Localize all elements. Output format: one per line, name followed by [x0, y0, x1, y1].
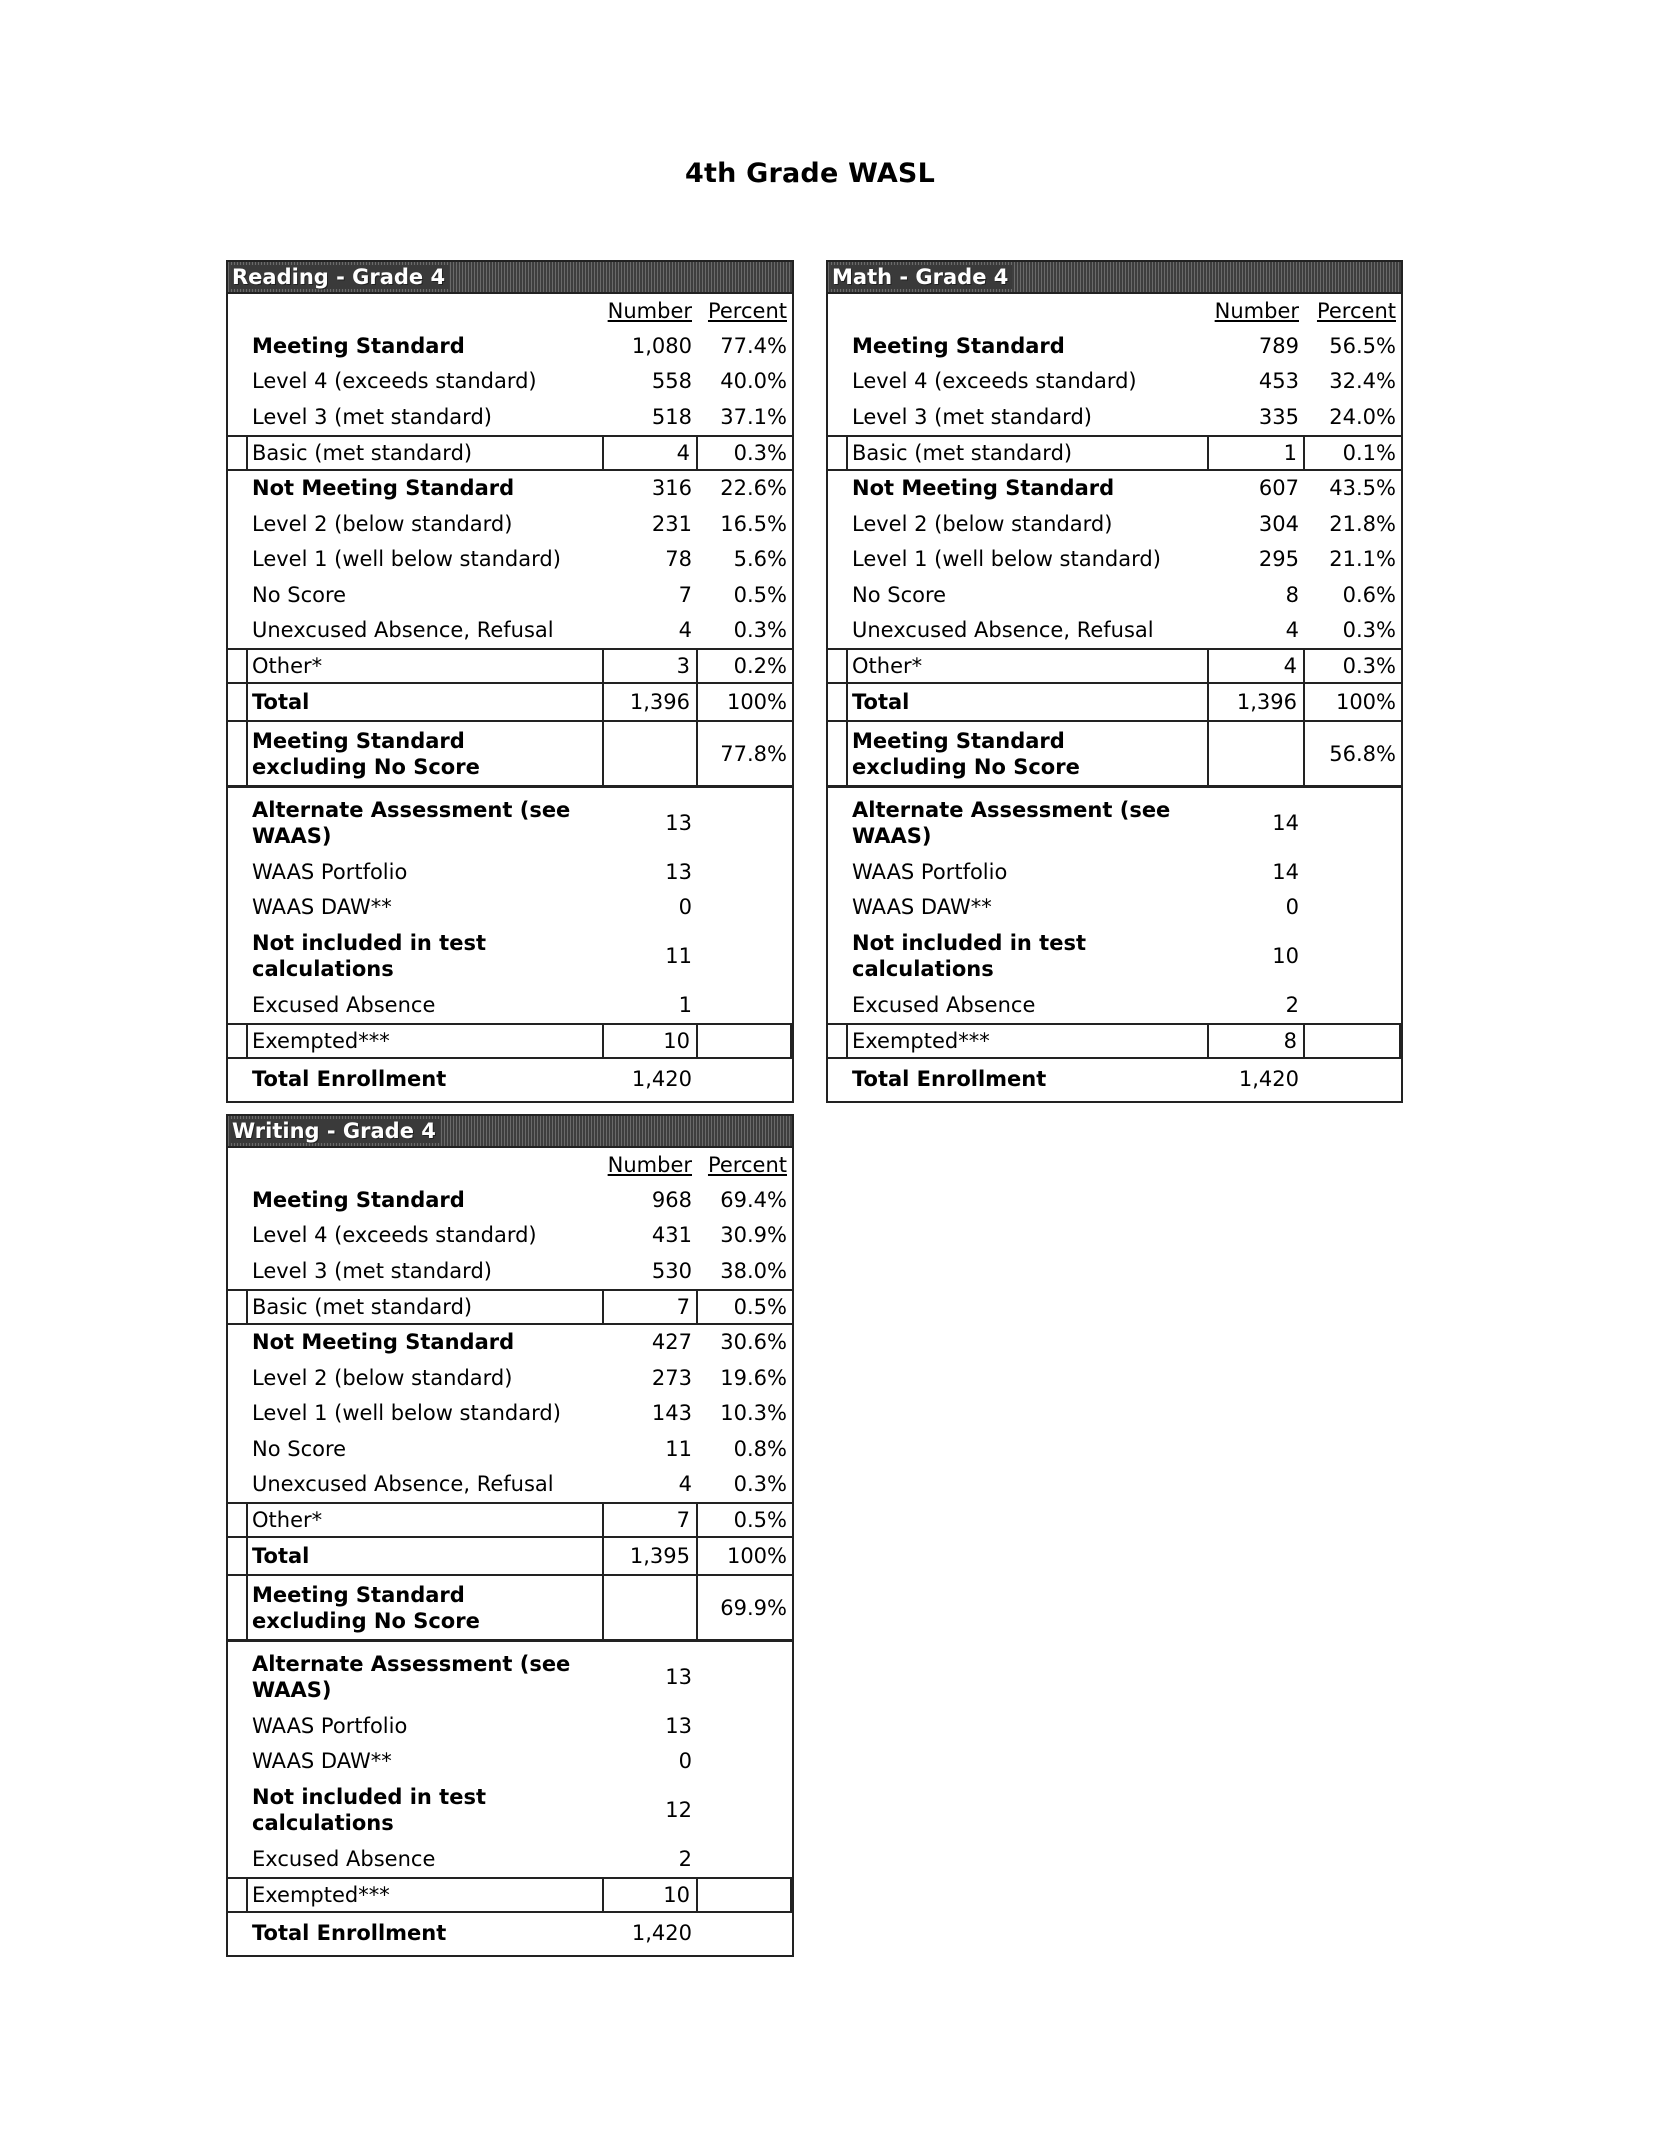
reading-grade4-table: [226, 260, 794, 1103]
meeting-standard-row: Meeting Standard 1,080 77.4%: [252, 333, 787, 358]
number-column-header: Number: [607, 299, 692, 323]
table-header: Math - Grade 4: [828, 262, 1401, 294]
total-enrollment-row: Total Enrollment 1,420: [252, 1920, 692, 1945]
level2-row: Level 2 (below standard) 231 16.5%: [252, 511, 787, 536]
waas-portfolio-row: WAAS Portfolio 13: [252, 1713, 692, 1738]
table-header: Writing - Grade 4: [228, 1116, 792, 1148]
level4-row: Level 4 (exceeds standard) 431 30.9%: [252, 1223, 787, 1248]
level2-row: Level 2 (below standard) 304 21.8%: [852, 511, 1396, 536]
alternate-assessment-row: Alternate Assessment (see WAAS) 13: [252, 1652, 692, 1702]
meeting-standard-row: Meeting Standard 968 69.4%: [252, 1187, 787, 1212]
exempted-row: Exempted*** 10: [228, 1023, 792, 1059]
percent-column-header: Percent: [707, 1153, 787, 1177]
level4-row: Level 4 (exceeds standard) 453 32.4%: [852, 369, 1396, 394]
unexcused-row: Unexcused Absence, Refusal 4 0.3%: [252, 1472, 787, 1497]
writing-grade4-table: [226, 1114, 794, 1957]
exempted-row: Exempted*** 10: [228, 1877, 792, 1913]
alternate-assessment-row: Alternate Assessment (see WAAS) 13: [252, 798, 692, 848]
basic-row: Basic (met standard) 1 0.1%: [828, 435, 1401, 471]
no-score-row: No Score 7 0.5%: [252, 582, 787, 607]
column-header-row: [228, 1148, 792, 1182]
not-included-row: Not included in test calculations 10: [852, 931, 1299, 981]
column-header-row: [828, 294, 1401, 328]
percent-column-header: Percent: [707, 299, 787, 323]
no-score-row: No Score 8 0.6%: [852, 582, 1396, 607]
waas-daw-row: WAAS DAW** 0: [852, 895, 1299, 920]
total-enrollment-row: Total Enrollment 1,420: [852, 1066, 1299, 1091]
number-column-header: Number: [607, 1153, 692, 1177]
level1-row: Level 1 (well below standard) 295 21.1%: [852, 547, 1396, 572]
total-enrollment-row: Total Enrollment 1,420: [252, 1066, 692, 1091]
not-included-row: Not included in test calculations 12: [252, 1785, 692, 1835]
excused-absence-row: Excused Absence 2: [852, 992, 1299, 1017]
total-row: Total 1,396 100%: [828, 684, 1401, 722]
other-row: Other* 3 0.2%: [228, 648, 792, 684]
meeting-excl-no-score-row: Meeting Standard excluding No Score 69.9%: [228, 1576, 792, 1642]
meeting-standard-row: Meeting Standard 789 56.5%: [852, 333, 1396, 358]
waas-daw-row: WAAS DAW** 0: [252, 895, 692, 920]
excused-absence-row: Excused Absence 2: [252, 1846, 692, 1871]
exempted-row: Exempted*** 8: [828, 1023, 1401, 1059]
level4-row: Level 4 (exceeds standard) 558 40.0%: [252, 369, 787, 394]
excused-absence-row: Excused Absence 1: [252, 992, 692, 1017]
other-row: Other* 4 0.3%: [828, 648, 1401, 684]
level3-row: Level 3 (met standard) 335 24.0%: [852, 404, 1396, 429]
column-header-row: [228, 294, 792, 328]
basic-row: Basic (met standard) 4 0.3%: [228, 435, 792, 471]
waas-portfolio-row: WAAS Portfolio 14: [852, 859, 1299, 884]
alternate-assessment-row: Alternate Assessment (see WAAS) 14: [852, 798, 1299, 848]
level1-row: Level 1 (well below standard) 143 10.3%: [252, 1401, 787, 1426]
meeting-excl-no-score-row: Meeting Standard excluding No Score 77.8%: [228, 722, 792, 788]
level1-row: Level 1 (well below standard) 78 5.6%: [252, 547, 787, 572]
table-header: Reading - Grade 4: [228, 262, 792, 294]
level2-row: Level 2 (below standard) 273 19.6%: [252, 1365, 787, 1390]
number-column-header: Number: [1214, 299, 1299, 323]
level3-row: Level 3 (met standard) 530 38.0%: [252, 1258, 787, 1283]
page-title: 4th Grade WASL: [685, 158, 935, 189]
waas-portfolio-row: WAAS Portfolio 13: [252, 859, 692, 884]
total-row: Total 1,395 100%: [228, 1538, 792, 1576]
waas-daw-row: WAAS DAW** 0: [252, 1749, 692, 1774]
total-row: Total 1,396 100%: [228, 684, 792, 722]
math-grade4-table: [826, 260, 1403, 1103]
not-meeting-standard-row: Not Meeting Standard 316 22.6%: [252, 476, 787, 501]
meeting-excl-no-score-row: Meeting Standard excluding No Score 56.8%: [828, 722, 1401, 788]
percent-column-header: Percent: [1316, 299, 1396, 323]
not-included-row: Not included in test calculations 11: [252, 931, 692, 981]
not-meeting-standard-row: Not Meeting Standard 607 43.5%: [852, 476, 1396, 501]
not-meeting-standard-row: Not Meeting Standard 427 30.6%: [252, 1330, 787, 1355]
unexcused-row: Unexcused Absence, Refusal 4 0.3%: [852, 618, 1396, 643]
no-score-row: No Score 11 0.8%: [252, 1436, 787, 1461]
unexcused-row: Unexcused Absence, Refusal 4 0.3%: [252, 618, 787, 643]
basic-row: Basic (met standard) 7 0.5%: [228, 1289, 792, 1325]
level3-row: Level 3 (met standard) 518 37.1%: [252, 404, 787, 429]
other-row: Other* 7 0.5%: [228, 1502, 792, 1538]
